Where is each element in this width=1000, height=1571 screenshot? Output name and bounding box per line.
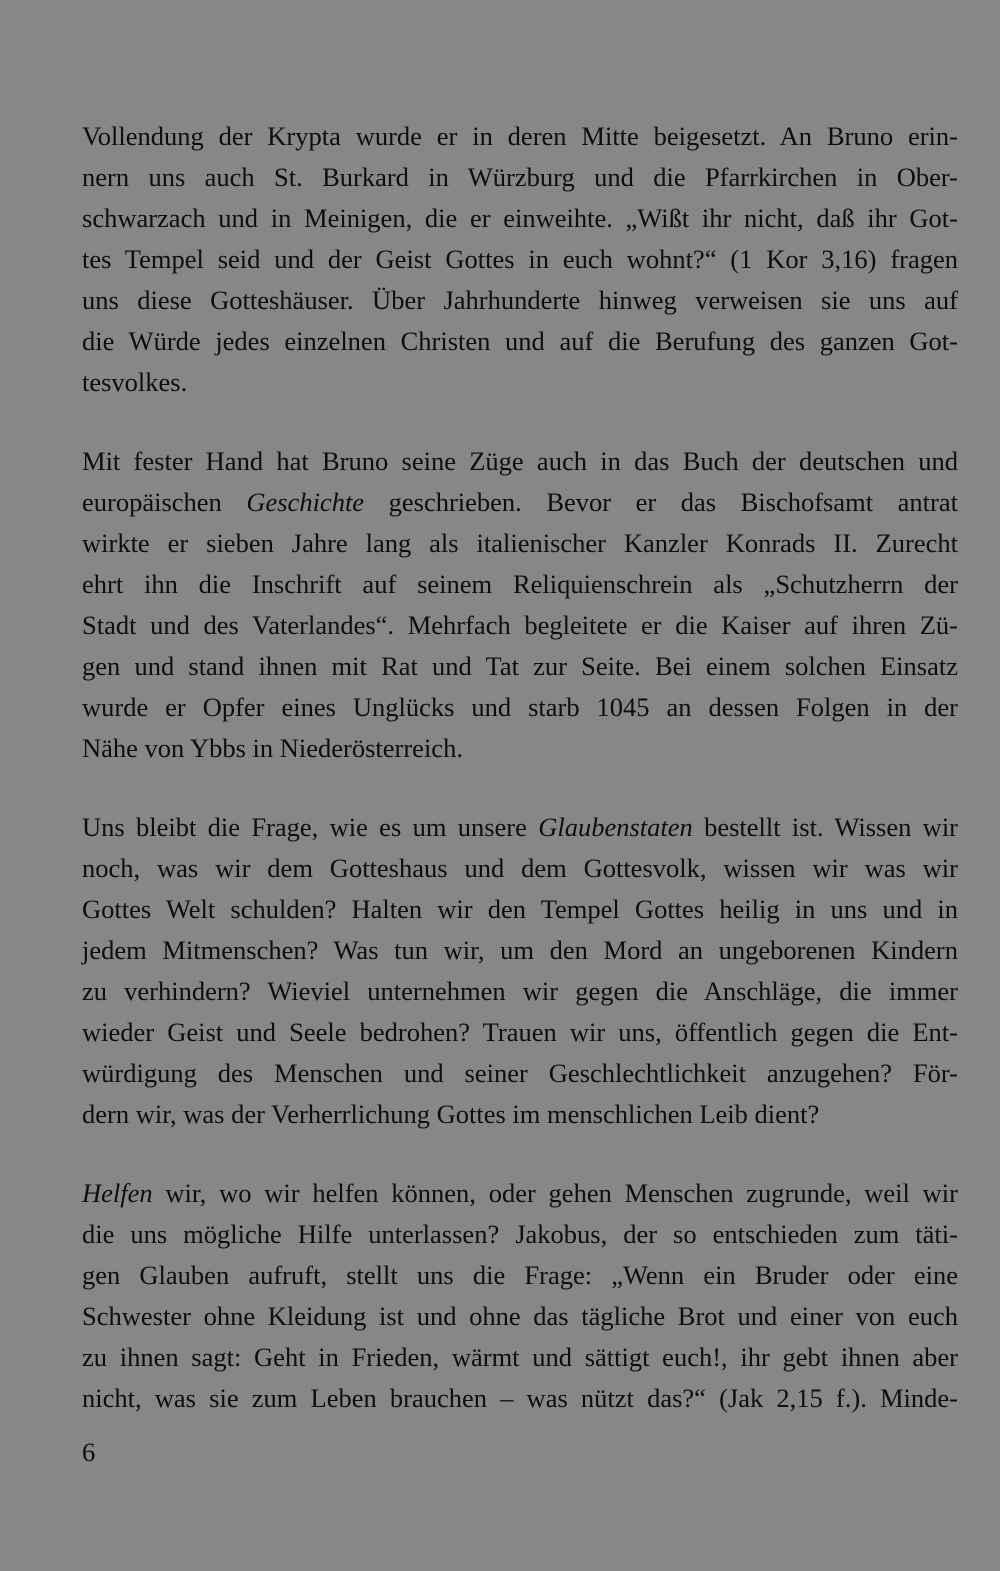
text-line	[82, 848, 958, 889]
text-line	[82, 889, 958, 930]
paragraph	[82, 1173, 958, 1419]
paragraph	[82, 116, 958, 403]
text-segment: nern uns auch St. Burkard in Würzburg und die Pfarrkirchen in Ober-	[82, 162, 958, 192]
text-line	[82, 1255, 958, 1296]
page-number: 6	[82, 1437, 96, 1467]
text-segment: dern wir, was der Verherrlichung Gottes im menschlichen Leib dient?	[82, 1099, 820, 1129]
paragraph	[82, 441, 958, 769]
text-segment: zu ihnen sagt: Geht in Frieden, wärmt und sättigt euch!, ihr gebt ihnen aber	[82, 1342, 958, 1372]
text-line	[82, 1337, 958, 1378]
text-segment: wieder Geist und Seele bedrohen? Trauen wir uns, öffentlich gegen die Ent-	[82, 1017, 958, 1047]
text-segment: die Würde jedes einzelnen Christen und auf die Berufung des ganzen Got-	[82, 326, 958, 356]
text-line	[82, 1173, 958, 1214]
text-segment: wurde er Opfer eines Unglücks und starb 1045 an dessen Folgen in der	[82, 692, 958, 722]
text-segment: nicht, was sie zum Leben brauchen – was nützt das?“ (Jak 2,15 f.). Minde-	[82, 1383, 958, 1413]
text-line	[82, 321, 958, 362]
text-line	[82, 605, 958, 646]
text-line	[82, 1012, 958, 1053]
text-segment: Stadt und des Vaterlandes“. Mehrfach begleitete er die Kaiser auf ihren Zü-	[82, 610, 958, 640]
text-segment: wir, wo wir helfen können, oder gehen Menschen zugrunde, weil wir	[152, 1178, 958, 1208]
text-line	[82, 930, 958, 971]
text-segment: Vollendung der Krypta wurde er in deren Mitte beigesetzt. An Bruno erin-	[82, 121, 958, 151]
text-line	[82, 564, 958, 605]
text-line	[82, 646, 958, 687]
text-segment: die uns mögliche Hilfe unterlassen? Jakobus, der so entschieden zum täti-	[82, 1219, 958, 1249]
text-line	[82, 1053, 958, 1094]
text-line	[82, 1214, 958, 1255]
text-segment: tesvolkes.	[82, 367, 188, 397]
text-segment: gen Glauben aufruft, stellt uns die Frage: „Wenn ein Bruder oder eine	[82, 1260, 958, 1290]
text-line	[82, 198, 958, 239]
text-segment: gen und stand ihnen mit Rat und Tat zur Seite. Bei einem solchen Einsatz	[82, 651, 958, 681]
italic-text: Geschichte	[246, 487, 365, 517]
text-line	[82, 157, 958, 198]
text-line	[82, 482, 958, 523]
text-segment: Nähe von Ybbs in Niederösterreich.	[82, 733, 463, 763]
text-segment: zu verhindern? Wieviel unternehmen wir gegen die Anschläge, die immer	[82, 976, 958, 1006]
text-line	[82, 239, 958, 280]
text-segment: schwarzach und in Meinigen, die er einweihte. „Wißt ihr nicht, daß ihr Got-	[82, 203, 958, 233]
text-line	[82, 1094, 958, 1135]
text-segment: uns diese Gotteshäuser. Über Jahrhunderte hinweg verweisen sie uns auf	[82, 285, 958, 315]
text-line	[82, 280, 958, 321]
text-segment: Uns bleibt die Frage, wie es um unsere	[82, 812, 539, 842]
text-segment: jedem Mitmenschen? Was tun wir, um den Mord an ungeborenen Kindern	[82, 935, 958, 965]
text-line	[82, 116, 958, 157]
text-line	[82, 362, 958, 403]
text-segment: Schwester ohne Kleidung ist und ohne das tägliche Brot und einer von euch	[82, 1301, 958, 1331]
text-segment: noch, was wir dem Gotteshaus und dem Gottesvolk, wissen wir was wir	[82, 853, 958, 883]
italic-text: Glaubenstaten	[538, 812, 693, 842]
text-segment: tes Tempel seid und der Geist Gottes in euch wohnt?“ (1 Kor 3,16) fragen	[82, 244, 958, 274]
text-line	[82, 687, 958, 728]
text-line	[82, 1296, 958, 1337]
paragraph	[82, 807, 958, 1135]
text-segment: bestellt ist. Wissen wir	[692, 812, 959, 842]
text-segment: geschrieben. Bevor er das Bischofsamt antrat	[364, 487, 958, 517]
italic-text: Helfen	[82, 1178, 153, 1208]
text-line	[82, 971, 958, 1012]
text-segment: europäischen	[82, 487, 247, 517]
text-segment: Mit fester Hand hat Bruno seine Züge auch in das Buch der deutschen und	[82, 446, 958, 476]
text-segment: Gottes Welt schulden? Halten wir den Tempel Gottes heilig in uns und in	[82, 894, 958, 924]
text-segment: ehrt ihn die Inschrift auf seinem Reliquienschrein als „Schutzherrn der	[82, 569, 958, 599]
text-segment: wirkte er sieben Jahre lang als italienischer Kanzler Konrads II. Zurecht	[82, 528, 958, 558]
text-line	[82, 523, 958, 564]
text-segment: würdigung des Menschen und seiner Geschlechtlichkeit anzugehen? För-	[82, 1058, 958, 1088]
text-line	[82, 728, 958, 769]
text-line	[82, 441, 958, 482]
text-line	[82, 1378, 958, 1419]
text-line	[82, 807, 958, 848]
